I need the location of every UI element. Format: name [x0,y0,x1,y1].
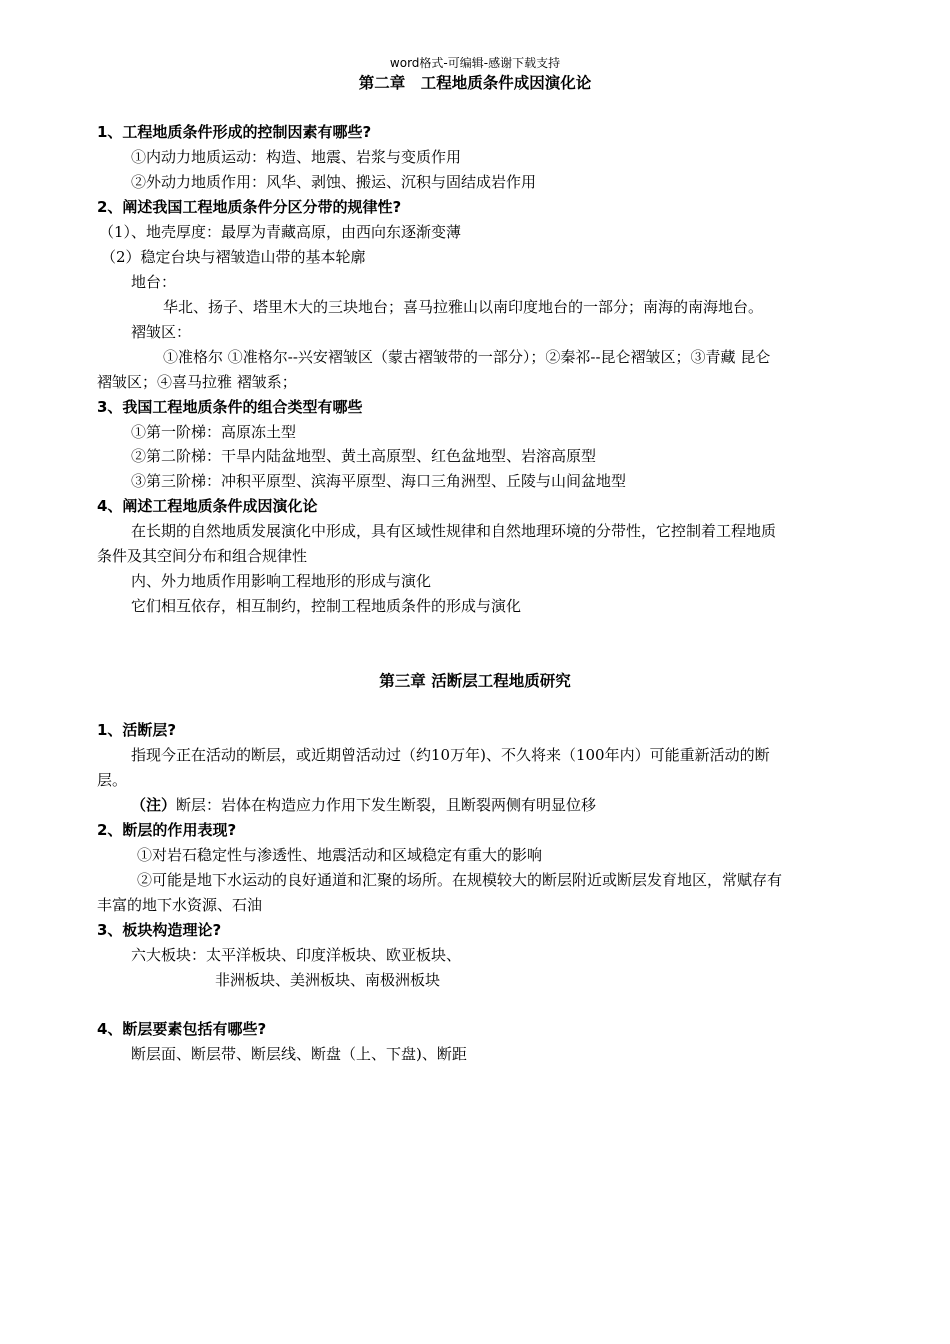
ch3-q4-answer-1: 断层面、断层带、断层线、断盘（上、下盘)、断距 [131,1045,467,1063]
ch3-q3-answer-2: 非洲板块、美洲板块、南极洲板块 [215,971,441,989]
ch2-q4-answer-3: 内、外力地质作用影响工程地形的形成与演化 [131,572,432,590]
ch2-q2-answer-1: （1）、地壳厚度：最厚为青藏高原，由西向东逐渐变薄 [99,223,462,241]
ch2-q3-answer-2: ②第二阶梯：干旱内陆盆地型、黄土高原型、红色盆地型、岩溶高原型 [131,447,597,465]
ch2-q3-answer-3: ③第三阶梯：冲积平原型、滨海平原型、海口三角洲型、丘陵与山间盆地型 [131,472,627,490]
ch2-q3-answer-1: ①第一阶梯：高原冻土型 [131,423,297,441]
chapter3-title: 第三章 活断层工程地质研究 [379,672,571,690]
ch2-q4-answer-2: 条件及其空间分布和组合规律性 [97,547,308,565]
ch3-q4-question: 4、断层要素包括有哪些? [97,1020,267,1038]
ch2-q2-answer-4: 华北、扬子、塔里木大的三块地台；喜马拉雅山以南印度地台的一部分；南海的南海地台。 [163,298,764,316]
ch2-q2-question: 2、阐述我国工程地质条件分区分带的规律性? [97,198,402,216]
ch2-q4-question: 4、阐述工程地质条件成因演化论 [97,497,318,515]
ch2-q2-answer-6: ①准格尔 ①准格尔--兴安褶皱区（蒙古褶皱带的一部分）；②秦祁--昆仑褶皱区；③青藏 昆仑 [163,348,771,366]
ch3-q1-note-label: （注） [131,796,177,814]
ch2-q1-answer-1: ①内动力地质运动：构造、地震、岩浆与变质作用 [131,148,462,166]
ch2-q2-answer-3: 地台： [131,273,177,291]
ch3-q2-question: 2、断层的作用表现? [97,821,237,839]
ch2-q1-question: 1、工程地质条件形成的控制因素有哪些? [97,123,372,141]
ch3-q2-answer-3: 丰富的地下水资源、石油 [97,896,263,914]
ch2-q4-answer-1: 在长期的自然地质发展演化中形成，具有区域性规律和自然地理环境的分带性，它控制着工程地质 [131,522,777,540]
ch2-q2-answer-2: （2）稳定台块与褶皱造山带的基本轮廓 [101,248,366,266]
ch3-q3-answer-1: 六大板块：太平洋板块、印度洋板块、欧亚板块、 [131,946,462,964]
ch3-q1-answer-1: 指现今正在活动的断层，或近期曾活动过（约10万年)、不久将来（100年内）可能重新活动的断 [131,746,770,764]
ch3-q1-answer-2: 层。 [97,771,128,789]
ch3-q1-question: 1、活断层? [97,721,177,739]
ch3-q2-answer-2: ②可能是地下水运动的良好通道和汇聚的场所。在规模较大的断层附近或断层发育地区，常赋存有 [137,871,783,889]
ch2-q1-answer-2: ②外动力地质作用：风华、剥蚀、搬运、沉积与固结成岩作用 [131,173,537,191]
chapter2-title: 第二章 工程地质条件成因演化论 [358,74,592,92]
ch3-q2-answer-1: ①对岩石稳定性与渗透性、地震活动和区域稳定有重大的影响 [137,846,543,864]
ch3-q3-question: 3、板块构造理论? [97,921,222,939]
ch2-q2-answer-5: 褶皱区： [131,323,192,341]
ch3-q1-note [131,795,596,815]
header-note: word格式-可编辑-感谢下载支持 [389,56,561,70]
ch2-q2-answer-7: 褶皱区；④喜马拉雅 褶皱系； [97,373,297,391]
ch2-q4-answer-4: 它们相互依存，相互制约，控制工程地质条件的形成与演化 [131,597,522,615]
ch3-q1-note-text: 断层：岩体在构造应力作用下发生断裂，且断裂两侧有明显位移 [176,796,597,814]
ch2-q3-question: 3、我国工程地质条件的组合类型有哪些 [97,398,363,416]
